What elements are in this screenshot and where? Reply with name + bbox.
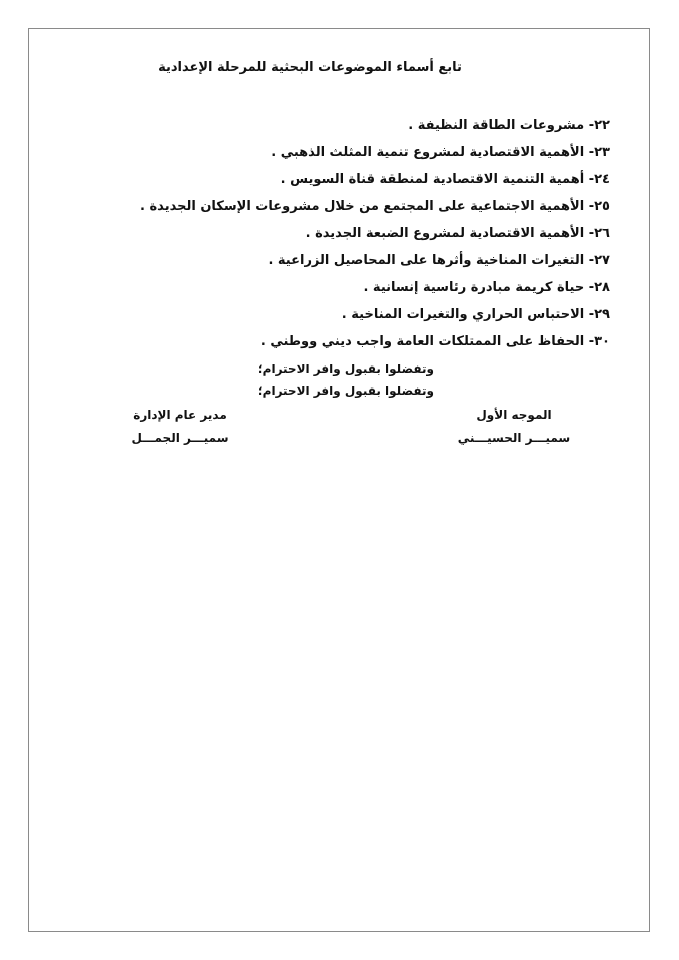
signature-block-general-director xyxy=(110,404,250,450)
list-item: ٢٢- مشروعات الطاقة النظيفة . xyxy=(408,118,610,133)
list-item: ٢٤- أهمية التنمية الاقتصادية لمنطقة قناة السويس . xyxy=(280,172,610,187)
signature-role: مدير عام الإدارة xyxy=(133,408,227,422)
list-item: ٢٩- الاحتباس الحراري والتغيرات المناخية . xyxy=(341,307,610,322)
closing-line: وتفضلوا بقبول وافر الاحترام؛ xyxy=(257,384,434,398)
list-item: ٢٥- الأهمية الاجتماعية على المجتمع من خلال مشروعات الإسكان الجديدة . xyxy=(140,199,610,214)
signature-role: الموجه الأول xyxy=(476,408,552,422)
signature-name: سميـــر الجمـــل xyxy=(131,431,229,445)
list-item: ٢٨- حياة كريمة مبادرة رئاسية إنسانية . xyxy=(363,280,610,295)
topics-list xyxy=(130,112,610,355)
signature-block-senior-supervisor xyxy=(444,404,584,450)
list-item: ٢٧- التغيرات المناخية وأثرها على المحاصيل الزراعية . xyxy=(268,253,610,268)
signature-name: سميـــر الحسيـــني xyxy=(457,431,571,445)
list-item: ٣٠- الحفاظ على الممتلكات العامة واجب ديني ووطني . xyxy=(260,334,610,349)
document-title: تابع أسماء الموضوعات البحثية للمرحلة الإعدادية xyxy=(158,60,462,75)
list-item: ٢٦- الأهمية الاقتصادية لمشروع الضبعة الجديدة . xyxy=(305,226,610,241)
list-item: ٢٣- الأهمية الاقتصادية لمشروع تنمية المثلث الذهبي . xyxy=(271,145,610,160)
closing-line: وتفضلوا بقبول وافر الاحترام؛ xyxy=(257,362,434,376)
